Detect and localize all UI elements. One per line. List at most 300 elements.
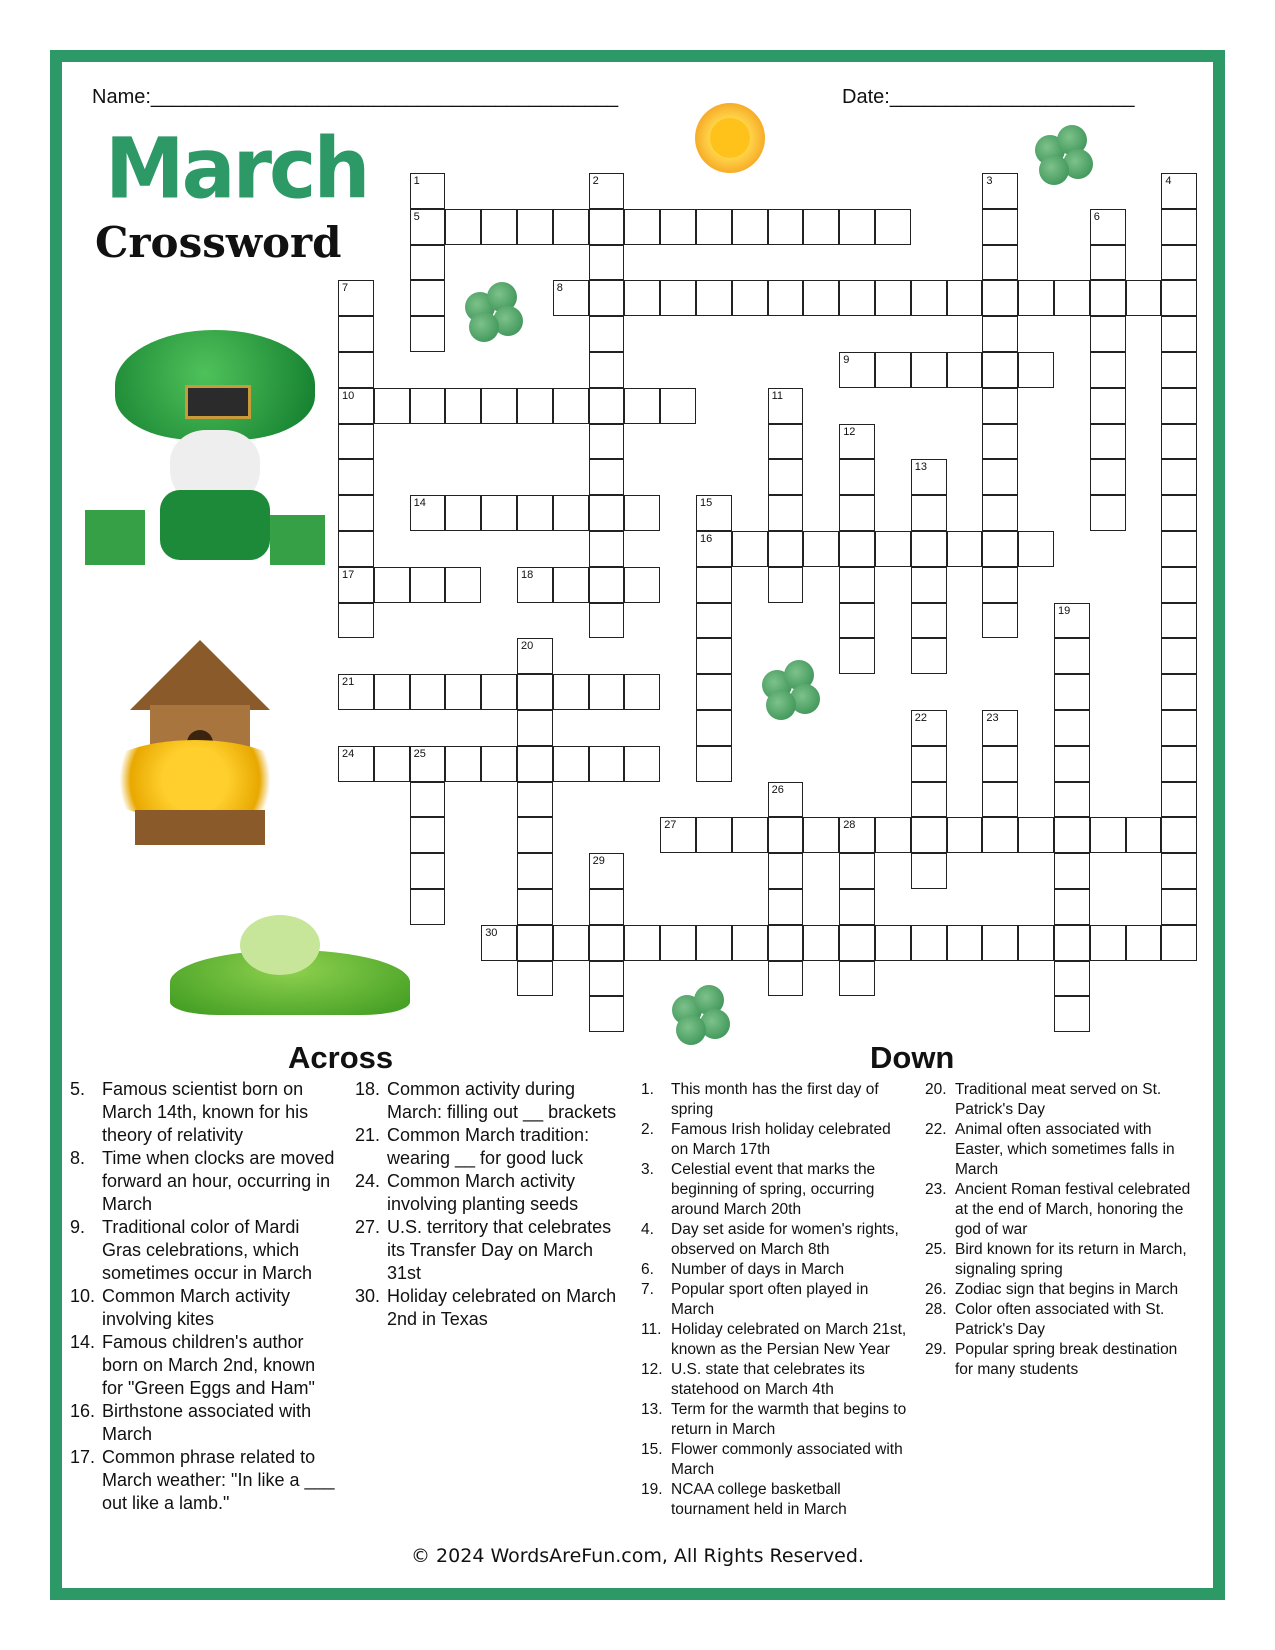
grid-cell[interactable] (803, 925, 839, 961)
clue-number: 18 (521, 568, 534, 581)
grid-cell[interactable] (696, 638, 732, 674)
grid-cell[interactable] (553, 388, 589, 424)
clue-number: 28. (925, 1301, 947, 1318)
grid-cell[interactable] (410, 889, 446, 925)
grid-cell[interactable] (732, 817, 768, 853)
clue-item (925, 1280, 1195, 1300)
grid-cell[interactable] (481, 925, 517, 961)
clue-number: 17 (342, 568, 355, 581)
clue-number: 15 (700, 497, 713, 510)
grid-cell[interactable] (982, 424, 1018, 460)
grid-cell[interactable] (624, 388, 660, 424)
grid-cell[interactable] (696, 603, 732, 639)
grid-cell[interactable] (696, 746, 732, 782)
grid-cell[interactable] (803, 209, 839, 245)
grid-cell[interactable] (839, 925, 875, 961)
grid-cell[interactable] (839, 638, 875, 674)
clue-text: Common March tradition: wearing __ for good luck (387, 1125, 590, 1168)
grid-cell[interactable] (517, 889, 553, 925)
grid-cell[interactable] (839, 567, 875, 603)
grid-cell[interactable] (911, 352, 947, 388)
clue-number: 8 (556, 282, 563, 295)
grid-cell[interactable] (982, 173, 1018, 209)
grid-cell[interactable] (517, 925, 553, 961)
grid-cell[interactable] (768, 567, 804, 603)
grid-cell[interactable] (1054, 280, 1090, 316)
grid-cell[interactable] (1161, 782, 1197, 818)
grid-cell[interactable] (1054, 638, 1090, 674)
grid-cell[interactable] (911, 495, 947, 531)
grid-cell[interactable] (768, 280, 804, 316)
grid-cell[interactable] (732, 280, 768, 316)
name-label: Name: (92, 86, 151, 108)
grid-cell[interactable] (1161, 495, 1197, 531)
grid-cell[interactable] (589, 280, 625, 316)
grid-cell[interactable] (1018, 817, 1054, 853)
grid-cell[interactable] (374, 388, 410, 424)
grid-cell[interactable] (982, 388, 1018, 424)
grid-cell[interactable] (696, 817, 732, 853)
grid-cell[interactable] (732, 531, 768, 567)
grid-cell[interactable] (732, 209, 768, 245)
grid-cell[interactable] (875, 352, 911, 388)
grid-cell[interactable] (1090, 352, 1126, 388)
clue-text: Traditional meat served on St. Patrick's Day (955, 1081, 1162, 1118)
grid-cell[interactable] (589, 245, 625, 281)
grid-cell[interactable] (410, 173, 446, 209)
grid-cell[interactable] (553, 925, 589, 961)
clue-number: 7 (342, 282, 349, 295)
grid-cell[interactable] (839, 817, 875, 853)
grid-cell[interactable] (1018, 531, 1054, 567)
grid-cell[interactable] (982, 925, 1018, 961)
grid-cell[interactable] (911, 603, 947, 639)
grid-cell[interactable] (517, 209, 553, 245)
grid-cell[interactable] (553, 567, 589, 603)
grid-cell[interactable] (660, 925, 696, 961)
grid-cell[interactable] (338, 746, 374, 782)
grid-cell[interactable] (768, 531, 804, 567)
grid-cell[interactable] (1018, 352, 1054, 388)
grid-cell[interactable] (410, 817, 446, 853)
grid-cell[interactable] (1161, 674, 1197, 710)
grid-cell[interactable] (803, 531, 839, 567)
grid-cell[interactable] (768, 495, 804, 531)
grid-cell[interactable] (374, 674, 410, 710)
grid-cell[interactable] (1018, 925, 1054, 961)
grid-cell[interactable] (875, 925, 911, 961)
grid-cell[interactable] (947, 352, 983, 388)
grid-cell[interactable] (1161, 603, 1197, 639)
grid-cell[interactable] (445, 567, 481, 603)
clue-number: 25 (413, 747, 426, 760)
grid-cell[interactable] (1018, 280, 1054, 316)
grid-cell[interactable] (517, 388, 553, 424)
grid-cell[interactable] (768, 817, 804, 853)
grid-cell[interactable] (982, 531, 1018, 567)
clue-number: 10. (70, 1286, 96, 1306)
grid-cell[interactable] (768, 889, 804, 925)
grid-cell[interactable] (1090, 424, 1126, 460)
clue-number: 1. (641, 1081, 654, 1098)
clue-item (70, 1147, 340, 1216)
clue-number: 11 (771, 389, 784, 402)
name-field[interactable] (92, 86, 618, 109)
grid-cell[interactable] (768, 459, 804, 495)
grid-cell[interactable] (768, 925, 804, 961)
clue-number: 11. (641, 1321, 662, 1338)
clue-number: 12 (843, 425, 856, 438)
grid-cell[interactable] (660, 817, 696, 853)
grid-cell[interactable] (1054, 603, 1090, 639)
grid-cell[interactable] (875, 209, 911, 245)
grid-cell[interactable] (1161, 567, 1197, 603)
grid-cell[interactable] (1054, 674, 1090, 710)
grid-cell[interactable] (589, 889, 625, 925)
grid-cell[interactable] (517, 495, 553, 531)
grid-cell[interactable] (338, 495, 374, 531)
clue-text: Bird known for its return in March, signaling spring (955, 1241, 1187, 1278)
grid-cell[interactable] (1090, 280, 1126, 316)
grid-cell[interactable] (517, 853, 553, 889)
grid-cell[interactable] (624, 925, 660, 961)
grid-cell[interactable] (410, 495, 446, 531)
grid-cell[interactable] (1161, 424, 1197, 460)
grid-cell[interactable] (1126, 280, 1162, 316)
grid-cell[interactable] (410, 316, 446, 352)
grid-cell[interactable] (338, 531, 374, 567)
grid-cell[interactable] (1126, 817, 1162, 853)
grid-cell[interactable] (624, 495, 660, 531)
grid-cell[interactable] (696, 531, 732, 567)
clue-text: Famous children's author born on March 2nd, known for "Green Eggs and Ham" (102, 1332, 316, 1398)
grid-cell[interactable] (947, 531, 983, 567)
grid-cell[interactable] (1090, 459, 1126, 495)
grid-cell[interactable] (589, 567, 625, 603)
grid-cell[interactable] (660, 280, 696, 316)
grid-cell[interactable] (589, 459, 625, 495)
grid-cell[interactable] (982, 209, 1018, 245)
grid-cell[interactable] (589, 996, 625, 1032)
grid-cell[interactable] (1054, 996, 1090, 1032)
grid-cell[interactable] (1054, 746, 1090, 782)
grid-cell[interactable] (839, 352, 875, 388)
grid-cell[interactable] (1090, 925, 1126, 961)
grid-cell[interactable] (624, 674, 660, 710)
grid-cell[interactable] (410, 567, 446, 603)
grid-cell[interactable] (768, 782, 804, 818)
grid-cell[interactable] (803, 280, 839, 316)
grid-cell[interactable] (1090, 209, 1126, 245)
grid-cell[interactable] (589, 173, 625, 209)
clue-item (355, 1216, 625, 1285)
grid-cell[interactable] (481, 388, 517, 424)
grid-cell[interactable] (1054, 925, 1090, 961)
grid-cell[interactable] (589, 388, 625, 424)
grid-cell[interactable] (338, 352, 374, 388)
clue-item (925, 1300, 1195, 1340)
grid-cell[interactable] (947, 280, 983, 316)
grid-cell[interactable] (1126, 925, 1162, 961)
grid-cell[interactable] (338, 388, 374, 424)
grid-cell[interactable] (1161, 531, 1197, 567)
grid-cell[interactable] (911, 710, 947, 746)
grid-cell[interactable] (696, 209, 732, 245)
grid-cell[interactable] (410, 245, 446, 281)
grid-cell[interactable] (839, 531, 875, 567)
grid-cell[interactable] (1161, 638, 1197, 674)
grid-cell[interactable] (338, 603, 374, 639)
grid-cell[interactable] (1090, 245, 1126, 281)
grid-cell[interactable] (982, 245, 1018, 281)
grid-cell[interactable] (911, 925, 947, 961)
grid-cell[interactable] (589, 961, 625, 997)
clue-number: 4 (1165, 175, 1172, 187)
grid-cell[interactable] (947, 817, 983, 853)
grid-cell[interactable] (696, 495, 732, 531)
grid-cell[interactable] (445, 674, 481, 710)
grid-cell[interactable] (517, 746, 553, 782)
grid-cell[interactable] (1054, 817, 1090, 853)
grid-cell[interactable] (660, 209, 696, 245)
grid-cell[interactable] (624, 280, 660, 316)
grid-cell[interactable] (839, 603, 875, 639)
grid-cell[interactable] (374, 567, 410, 603)
grid-cell[interactable] (839, 209, 875, 245)
grid-cell[interactable] (445, 209, 481, 245)
grid-cell[interactable] (589, 674, 625, 710)
grid-cell[interactable] (982, 817, 1018, 853)
grid-cell[interactable] (589, 746, 625, 782)
clue-item (641, 1080, 911, 1120)
grid-cell[interactable] (589, 316, 625, 352)
grid-cell[interactable] (553, 209, 589, 245)
grid-cell[interactable] (732, 925, 768, 961)
grid-cell[interactable] (696, 280, 732, 316)
clue-text: Holiday celebrated on March 2nd in Texas (387, 1286, 617, 1329)
clue-text: Famous scientist born on March 14th, known for his theory of relativity (102, 1079, 309, 1145)
grid-cell[interactable] (1161, 280, 1197, 316)
grid-cell[interactable] (982, 603, 1018, 639)
grid-cell[interactable] (839, 495, 875, 531)
clue-item (641, 1120, 911, 1160)
grid-cell[interactable] (911, 459, 947, 495)
clue-item (641, 1360, 911, 1400)
clue-text: Term for the warmth that begins to return in March (671, 1401, 907, 1438)
grid-cell[interactable] (553, 495, 589, 531)
grid-cell[interactable] (517, 638, 553, 674)
clue-number: 6. (641, 1261, 654, 1278)
grid-cell[interactable] (589, 925, 625, 961)
grid-cell[interactable] (982, 495, 1018, 531)
grid-cell[interactable] (624, 567, 660, 603)
grid-cell[interactable] (768, 388, 804, 424)
grid-cell[interactable] (481, 674, 517, 710)
grid-cell[interactable] (410, 388, 446, 424)
clue-item (355, 1078, 625, 1124)
grid-cell[interactable] (1090, 388, 1126, 424)
grid-cell[interactable] (1054, 853, 1090, 889)
grid-cell[interactable] (696, 925, 732, 961)
grid-cell[interactable] (553, 280, 589, 316)
grid-cell[interactable] (982, 567, 1018, 603)
grid-cell[interactable] (624, 209, 660, 245)
grid-cell[interactable] (1054, 710, 1090, 746)
grid-cell[interactable] (1054, 889, 1090, 925)
grid-cell[interactable] (1161, 173, 1197, 209)
grid-cell[interactable] (1161, 388, 1197, 424)
date-field[interactable] (842, 86, 1135, 109)
name-line[interactable]: __________________________________________ (150, 86, 619, 108)
grid-cell[interactable] (481, 746, 517, 782)
grid-cell[interactable] (660, 388, 696, 424)
grid-cell[interactable] (1090, 817, 1126, 853)
grid-cell[interactable] (481, 209, 517, 245)
clue-number: 19 (1058, 604, 1071, 617)
grid-cell[interactable] (410, 782, 446, 818)
grid-cell[interactable] (1161, 925, 1197, 961)
grid-cell[interactable] (589, 853, 625, 889)
grid-cell[interactable] (1161, 459, 1197, 495)
clue-item (70, 1078, 340, 1147)
grid-cell[interactable] (982, 710, 1018, 746)
grid-cell[interactable] (410, 674, 446, 710)
clue-item (641, 1480, 911, 1520)
grid-cell[interactable] (696, 567, 732, 603)
grid-cell[interactable] (1161, 817, 1197, 853)
shamrock-icon (672, 985, 732, 1045)
grid-cell[interactable] (982, 280, 1018, 316)
clue-text: Birthstone associated with March (102, 1401, 312, 1444)
grid-cell[interactable] (338, 316, 374, 352)
grid-cell[interactable] (445, 495, 481, 531)
clue-item (70, 1216, 340, 1285)
grid-cell[interactable] (338, 280, 374, 316)
grid-cell[interactable] (410, 209, 446, 245)
grid-cell[interactable] (589, 352, 625, 388)
grid-cell[interactable] (911, 638, 947, 674)
grid-cell[interactable] (1161, 889, 1197, 925)
grid-cell[interactable] (839, 889, 875, 925)
grid-cell[interactable] (1090, 495, 1126, 531)
grid-cell[interactable] (768, 209, 804, 245)
grid-cell[interactable] (338, 674, 374, 710)
grid-cell[interactable] (445, 746, 481, 782)
clue-item (925, 1180, 1195, 1240)
grid-cell[interactable] (696, 710, 732, 746)
grid-cell[interactable] (1090, 316, 1126, 352)
grid-cell[interactable] (553, 746, 589, 782)
grid-cell[interactable] (1054, 961, 1090, 997)
grid-cell[interactable] (1161, 245, 1197, 281)
grid-cell[interactable] (374, 746, 410, 782)
grid-cell[interactable] (982, 782, 1018, 818)
grid-cell[interactable] (947, 925, 983, 961)
clue-text: Ancient Roman festival celebrated at the end of March, honoring the god of war (955, 1181, 1191, 1238)
grid-cell[interactable] (696, 674, 732, 710)
grid-cell[interactable] (911, 746, 947, 782)
grid-cell[interactable] (875, 280, 911, 316)
grid-cell[interactable] (410, 853, 446, 889)
grid-cell[interactable] (553, 674, 589, 710)
grid-cell[interactable] (839, 459, 875, 495)
grid-cell[interactable] (481, 495, 517, 531)
grid-cell[interactable] (1161, 853, 1197, 889)
across-clues-col2 (355, 1078, 625, 1331)
clue-text: Popular sport often played in March (671, 1281, 869, 1318)
grid-cell[interactable] (445, 388, 481, 424)
grid-cell[interactable] (1161, 352, 1197, 388)
clue-number: 5. (70, 1079, 86, 1099)
grid-cell[interactable] (768, 424, 804, 460)
grid-cell[interactable] (768, 853, 804, 889)
clue-text: Color often associated with St. Patrick's Day (955, 1301, 1165, 1338)
grid-cell[interactable] (982, 459, 1018, 495)
grid-cell[interactable] (911, 817, 947, 853)
grid-cell[interactable] (517, 961, 553, 997)
copyright-footer: © 2024 WordsAreFun.com, All Rights Reserved. (411, 1545, 864, 1567)
grid-cell[interactable] (338, 567, 374, 603)
grid-cell[interactable] (1054, 782, 1090, 818)
clue-number: 26 (771, 783, 784, 796)
grid-cell[interactable] (410, 746, 446, 782)
grid-cell[interactable] (589, 495, 625, 531)
grid-cell[interactable] (982, 746, 1018, 782)
down-clues-col1 (641, 1080, 911, 1520)
grid-cell[interactable] (803, 817, 839, 853)
grid-cell[interactable] (589, 209, 625, 245)
grid-cell[interactable] (911, 567, 947, 603)
clue-text: Popular spring break destination for many students (955, 1341, 1178, 1378)
grid-cell[interactable] (911, 782, 947, 818)
grid-cell[interactable] (911, 853, 947, 889)
grid-cell[interactable] (768, 961, 804, 997)
grid-cell[interactable] (589, 531, 625, 567)
across-clues-col1 (70, 1078, 340, 1515)
date-line[interactable]: ______________________ (889, 86, 1135, 108)
grid-cell[interactable] (589, 603, 625, 639)
grid-cell[interactable] (1161, 316, 1197, 352)
grid-cell[interactable] (982, 316, 1018, 352)
grid-cell[interactable] (839, 961, 875, 997)
grid-cell[interactable] (410, 280, 446, 316)
grid-cell[interactable] (911, 531, 947, 567)
grid-cell[interactable] (1161, 710, 1197, 746)
grid-cell[interactable] (1161, 209, 1197, 245)
grid-cell[interactable] (517, 674, 553, 710)
grid-cell[interactable] (624, 746, 660, 782)
grid-cell[interactable] (875, 817, 911, 853)
clue-number: 4. (641, 1221, 654, 1238)
grid-cell[interactable] (911, 280, 947, 316)
grid-cell[interactable] (589, 424, 625, 460)
grid-cell[interactable] (517, 817, 553, 853)
grid-cell[interactable] (517, 710, 553, 746)
grid-cell[interactable] (839, 424, 875, 460)
grid-cell[interactable] (875, 531, 911, 567)
clue-item (355, 1170, 625, 1216)
grid-cell[interactable] (338, 459, 374, 495)
grid-cell[interactable] (517, 567, 553, 603)
across-heading: Across (288, 1040, 394, 1075)
grid-cell[interactable] (517, 782, 553, 818)
grid-cell[interactable] (1161, 746, 1197, 782)
grid-cell[interactable] (839, 853, 875, 889)
sun-icon (675, 88, 785, 188)
grid-cell[interactable] (338, 424, 374, 460)
grid-cell[interactable] (839, 280, 875, 316)
grid-cell[interactable] (982, 352, 1018, 388)
